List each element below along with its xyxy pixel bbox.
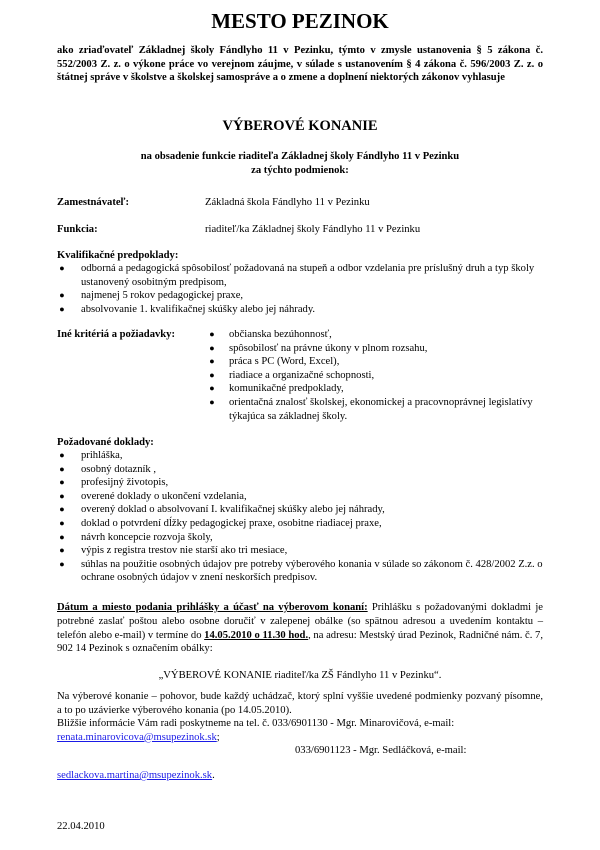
- bullet-icon: ●: [59, 290, 65, 301]
- document-date: 22.04.2010: [57, 821, 105, 832]
- page-title: MESTO PEZINOK: [211, 9, 389, 33]
- list-item: ● absolvovanie 1. kvalifikačnej skúšky alebo jej náhrady.: [57, 303, 543, 317]
- list-item: ● overený doklad o absolvovaní I. kvalifikačnej skúšky alebo jej náhrady,: [57, 503, 543, 517]
- qualifications-list: [57, 262, 543, 316]
- subheading-line-2: za týchto podmienok:: [251, 165, 349, 176]
- list-item: ● doklad o potvrdení dĺžky pedagogickej praxe, osobitne riadiacej praxe,: [57, 517, 543, 531]
- list-item: ● odborná a pedagogická spôsobilosť požadovaná na stupeň a odbor vzdelania pre príslušný druh a typ školy ustanovený osobitným predpisom,: [57, 262, 543, 289]
- list-item: ● najmenej 5 rokov pedagogickej praxe,: [57, 289, 543, 303]
- employer-value: Základná škola Fándlyho 11 v Pezinku: [205, 197, 370, 208]
- info-text: Bližšie informácie Vám radi poskytneme na tel. č. 033/6901130 - Mgr. Minarovičová, e-mail:: [57, 718, 455, 730]
- envelope-label: „VÝBEROVÉ KONANIE riaditeľ/ka ZŠ Fándlyho 11 v Pezinku“.: [158, 670, 442, 681]
- bullet-icon: ●: [209, 369, 215, 380]
- bullet-icon: ●: [59, 531, 65, 542]
- bullet-icon: ●: [209, 342, 215, 353]
- bullet-icon: ●: [59, 463, 65, 474]
- section-heading: VÝBEROVÉ KONANIE: [222, 118, 378, 134]
- list-item: ● výpis z registra trestov nie starší ako tri mesiace,: [57, 544, 543, 558]
- contact-2-text: 033/6901123 - Mgr. Sedláčková, e-mail:: [295, 745, 467, 757]
- function-value: riaditeľ/ka Základnej školy Fándlyho 11 v Pezinku: [205, 224, 421, 235]
- bullet-icon: ●: [209, 383, 215, 394]
- intro-paragraph: ako zriaďovateľ Základnej školy Fándlyho 11 v Pezinku, týmto v zmysle ustanovenia § 5 zákona č. 552/2003 Z. z. o výkone práce vo verejnom záujme, v súlade s ustanovením § 4 zákona č. 596/2003 Z. z. o štátnej správe v školstve a školskej samospráve a o zmene a doplnení niektorých zákonov vyhlasuje: [57, 45, 543, 84]
- list-item: ● súhlas na použitie osobných údajov pre potreby výberového konania v súlade so zákonom č. 428/2002 Z.z. o ochrane osobných údajov v znení neskorších predpisov.: [57, 558, 543, 585]
- function-label: Funkcia:: [57, 224, 98, 235]
- list-item: ● návrh koncepcie rozvoja školy,: [57, 531, 543, 545]
- deadline-paragraph: [57, 601, 543, 656]
- list-item: ● osobný dotazník ,: [57, 463, 543, 477]
- list-item: ● profesijný životopis,: [57, 476, 543, 490]
- email-link-minarovicova[interactable]: renata.minarovicova@msupezinok.sk: [57, 731, 217, 743]
- bullet-icon: ●: [209, 396, 215, 407]
- documents-label: Požadované doklady:: [57, 437, 154, 448]
- email-link-sedlackova[interactable]: sedlackova.martina@msupezinok.sk: [57, 769, 213, 781]
- list-item: ● orientačná znalosť školskej, ekonomickej a pracovnoprávnej legislatívy týkajúca sa základnej školy.: [207, 396, 543, 423]
- bullet-icon: ●: [59, 490, 65, 501]
- other-criteria-label: Iné kritériá a požiadavky:: [57, 329, 176, 340]
- list-item: ● práca s PC (Word, Excel),: [207, 355, 543, 369]
- bullet-icon: ●: [59, 450, 65, 460]
- subheading-line-1: na obsadenie funkcie riaditeľa Základnej školy Fándlyho 11 v Pezinku: [140, 151, 460, 162]
- list-item: ● overené doklady o ukončení vzdelania,: [57, 490, 543, 504]
- invitation-text: Na výberové konanie – pohovor, bude každý uchádzač, ktorý splní vyššie uvedené podmienky pozvaný písomne, a to po uzávierke výberového konania (po 14.05.2010).: [57, 691, 543, 716]
- deadline-label: Dátum a miesto podania prihlášky a účasť na výberovom konaní:: [57, 602, 368, 613]
- qualifications-label: Kvalifikačné predpoklady:: [57, 250, 179, 261]
- bullet-icon: ●: [59, 545, 65, 556]
- deadline-date: 14.05.2010 o 11.30 hod.: [204, 629, 309, 641]
- bullet-icon: ●: [59, 558, 65, 569]
- bullet-icon: ●: [209, 329, 215, 339]
- other-criteria-list: [207, 328, 543, 423]
- bullet-icon: ●: [59, 477, 65, 488]
- bullet-icon: ●: [59, 263, 65, 273]
- deadline-text-2: , na adresu: Mestský úrad Pezinok, Radničné nám. č. 7, 902 14 Pezinok s označením obálky:: [57, 629, 543, 655]
- documents-list: [57, 449, 543, 585]
- list-item: ● komunikačné predpoklady,: [207, 382, 543, 396]
- list-item: ● prihláška,: [57, 449, 543, 463]
- subheading: [0, 150, 600, 178]
- bullet-icon: ●: [59, 517, 65, 528]
- bullet-icon: ●: [209, 356, 215, 367]
- bullet-icon: ●: [59, 303, 65, 314]
- bullet-icon: ●: [59, 504, 65, 515]
- final-paragraph: Na výberové konanie – pohovor, bude každý uchádzač, ktorý splní vyššie uvedené podmienky pozvaný písomne, a to po uzávierke výberového konania (po 14.05.2010). Bližšie informácie Vám radi poskytneme na tel. č. 033/6901130 - Mgr. Minarovičová, e-mail: renata.minarovicova@msupezinok.sk; 033/6901123 - Mgr. Sedláčková, e-mail: sedlackova.martina@msupezinok.sk.: [57, 691, 543, 781]
- list-item: ● riadiace a organizačné schopnosti,: [207, 369, 543, 383]
- list-item: ● spôsobilosť na právne úkony v plnom rozsahu,: [207, 342, 543, 356]
- list-item: ● občianska bezúhonnosť,: [207, 328, 543, 342]
- deadline-text-1: Prihlášku s požadovanými dokladmi je potrebné zaslať poštou alebo osobne doručiť v zalepenej obálke (so spätnou adresou a uvedením kontaktu – telefón alebo e-mail) v termíne do: [57, 602, 543, 641]
- employer-label: Zamestnávateľ:: [57, 197, 130, 208]
